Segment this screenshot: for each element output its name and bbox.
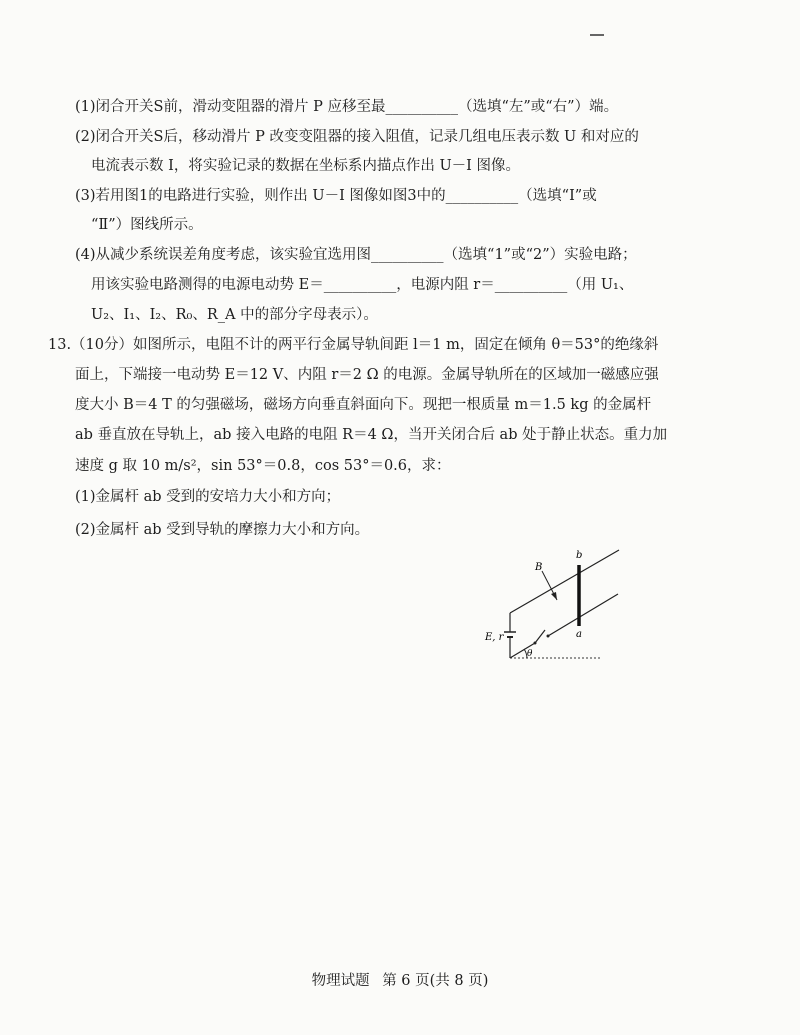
switch-contact	[547, 635, 550, 638]
label-a: a	[576, 629, 582, 640]
q13-line5: 速度 g 取 10 m/s²，sin 53°＝0.8，cos 53°＝0.6，求：	[75, 458, 451, 474]
q13-sub2: (2)金属杆 ab 受到导轨的摩擦力大小和方向。	[75, 522, 370, 538]
q13-line3: 度大小 B＝4 T 的匀强磁场，磁场方向垂直斜面向下。现把一根质量 m＝1.5 kg 的金属杆	[75, 397, 652, 413]
q13-line4: ab 垂直放在导轨上，ab 接入电路的电阻 R＝4 Ω，当开关闭合后 ab 处于静止状态。重力加	[75, 427, 668, 443]
q12-part4-line1: (4)从减少系统误差角度考虑，该实验宜选用图__________（选填“1”或“2”）实验电路；	[75, 247, 637, 263]
q12-part3-line1: (3)若用图1的电路进行实验，则作出 U－I 图像如图3中的__________（选填“Ⅰ”或	[75, 188, 597, 204]
b-field-arrow-head	[551, 592, 557, 600]
corner-mark	[590, 34, 604, 36]
q12-part2-line1: (2)闭合开关S后，移动滑片 P 改变变阻器的接入阻值，记录几组电压表示数 U 和对应的	[75, 129, 639, 145]
lower-rail	[548, 594, 618, 636]
label-Er: E, r	[485, 632, 504, 643]
rail-circuit-figure	[470, 540, 640, 670]
q13-sub1: (1)金属杆 ab 受到的安培力大小和方向；	[75, 489, 341, 505]
footer-subject: 物理试题	[311, 973, 370, 989]
q12-part4-line2: 用该实验电路测得的电源电动势 E＝__________，电源内阻 r＝__________（用 U₁、	[91, 277, 634, 293]
footer-page: 第 6 页(共 8 页)	[382, 973, 489, 989]
q12-part2-line2: 电流表示数 I，将实验记录的数据在坐标系内描点作出 U－I 图像。	[91, 158, 521, 174]
switch-blade	[535, 630, 545, 643]
q12-part4-line3: U₂、I₁、I₂、R₀、R_A 中的部分字母表示）。	[91, 307, 378, 323]
q12-part3-line2: “Ⅱ”）图线所示。	[91, 217, 203, 233]
label-b: b	[576, 550, 583, 561]
switch-pivot	[534, 642, 537, 645]
q12-part1-text: (1)闭合开关S前，滑动变阻器的滑片 P 应移至最__________（选填“左”或“右”）端。	[75, 99, 619, 115]
q13-line1: 13.（10分）如图所示，电阻不计的两平行金属导轨间距 l＝1 m，固定在倾角 θ＝53°的绝缘斜	[48, 337, 659, 353]
q13-line2: 面上，下端接一电动势 E＝12 V、内阻 r＝2 Ω 的电源。金属导轨所在的区域加一磁感应强	[75, 367, 659, 383]
label-B: B	[535, 562, 543, 573]
label-theta: θ	[527, 649, 533, 659]
page-footer	[0, 971, 800, 991]
